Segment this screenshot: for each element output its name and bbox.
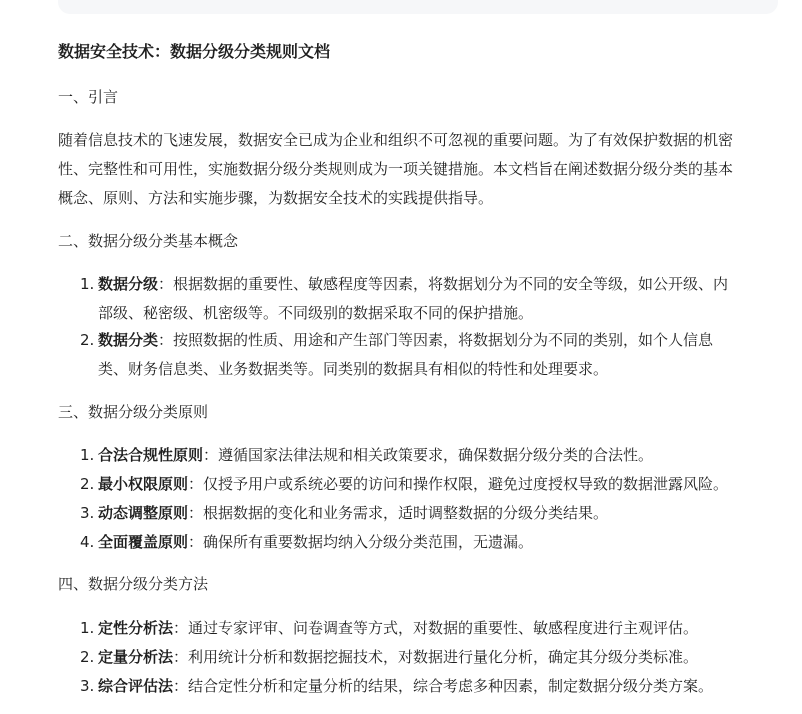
list-text: ：通过专家评审、问卷调查等方式，对数据的重要性、敏感程度进行主观评估。: [173, 619, 699, 637]
list-term: 定量分析法: [98, 648, 174, 666]
list-number: 4.: [80, 533, 95, 551]
list-text: ：仅授予用户或系统必要的访问和操作权限，避免过度授权导致的数据泄露风险。: [188, 475, 729, 493]
list-number: 2.: [80, 475, 95, 493]
list-item: [80, 499, 608, 528]
list-item: [80, 528, 533, 557]
introduction-paragraph: [58, 126, 788, 213]
paragraph-line: 随着信息技术的飞速发展，数据安全已成为企业和组织不可忽视的重要问题。为了有效保护数据的机密: [58, 131, 734, 149]
list-term: 全面覆盖原则: [98, 533, 189, 551]
list-number: 1.: [80, 446, 95, 464]
list-number: 3.: [80, 677, 95, 695]
list-item: [80, 470, 728, 499]
list-term: 综合评估法: [98, 677, 174, 695]
section-heading-introduction: 一、引言: [58, 88, 119, 106]
section-heading-methods: 四、数据分级分类方法: [58, 575, 209, 593]
list-term: 动态调整原则: [98, 504, 189, 522]
list-number: 3.: [80, 504, 95, 522]
list-text: ：根据数据的变化和业务需求，适时调整数据的分级分类结果。: [188, 504, 609, 522]
list-item: [80, 643, 698, 672]
list-item: [80, 441, 653, 470]
list-term: 定性分析法: [98, 619, 174, 637]
list-term: 合法合规性原则: [98, 446, 204, 464]
list-term: 最小权限原则: [98, 475, 189, 493]
list-text: ：确保所有重要数据均纳入分级分类范围，无遗漏。: [188, 533, 534, 551]
list-number: 1.: [80, 619, 95, 637]
list-text-continued: 部级、秘密级、机密级等。不同级别的数据采取不同的保护措施。: [98, 304, 534, 322]
list-item: [80, 614, 698, 643]
previous-message-card: [58, 0, 778, 14]
list-item: [80, 326, 713, 384]
list-text: ：根据数据的重要性、敏感程度等因素，将数据划分为不同的安全等级，如公开级、内: [158, 275, 729, 293]
list-number: 2.: [80, 331, 95, 349]
paragraph-line: 性、完整性和可用性，实施数据分级分类规则成为一项关键措施。本文档旨在阐述数据分级分类的基本: [58, 160, 734, 178]
list-term: 数据分类: [98, 331, 159, 349]
document-title: 数据安全技术：数据分级分类规则文档: [58, 42, 331, 61]
list-text: ：利用统计分析和数据挖掘技术，对数据进行量化分析，确定其分级分类标准。: [173, 648, 699, 666]
list-text: ：按照数据的性质、用途和产生部门等因素，将数据划分为不同的类别，如个人信息: [158, 331, 714, 349]
paragraph-line: 概念、原则、方法和实施步骤，为数据安全技术的实践提供指导。: [58, 189, 494, 207]
list-number: 2.: [80, 648, 95, 666]
list-text: ：遵循国家法律法规和相关政策要求，确保数据分级分类的合法性。: [203, 446, 654, 464]
list-number: 1.: [80, 275, 95, 293]
list-text-continued: 类、财务信息类、业务数据类等。同类别的数据具有相似的特性和处理要求。: [98, 360, 609, 378]
list-item: [80, 672, 713, 701]
list-text: ：结合定性分析和定量分析的结果，综合考虑多种因素，制定数据分级分类方案。: [173, 677, 714, 695]
section-heading-principles: 三、数据分级分类原则: [58, 403, 209, 421]
list-term: 数据分级: [98, 275, 159, 293]
list-item: [80, 270, 728, 328]
section-heading-basic-concepts: 二、数据分级分类基本概念: [58, 232, 239, 250]
